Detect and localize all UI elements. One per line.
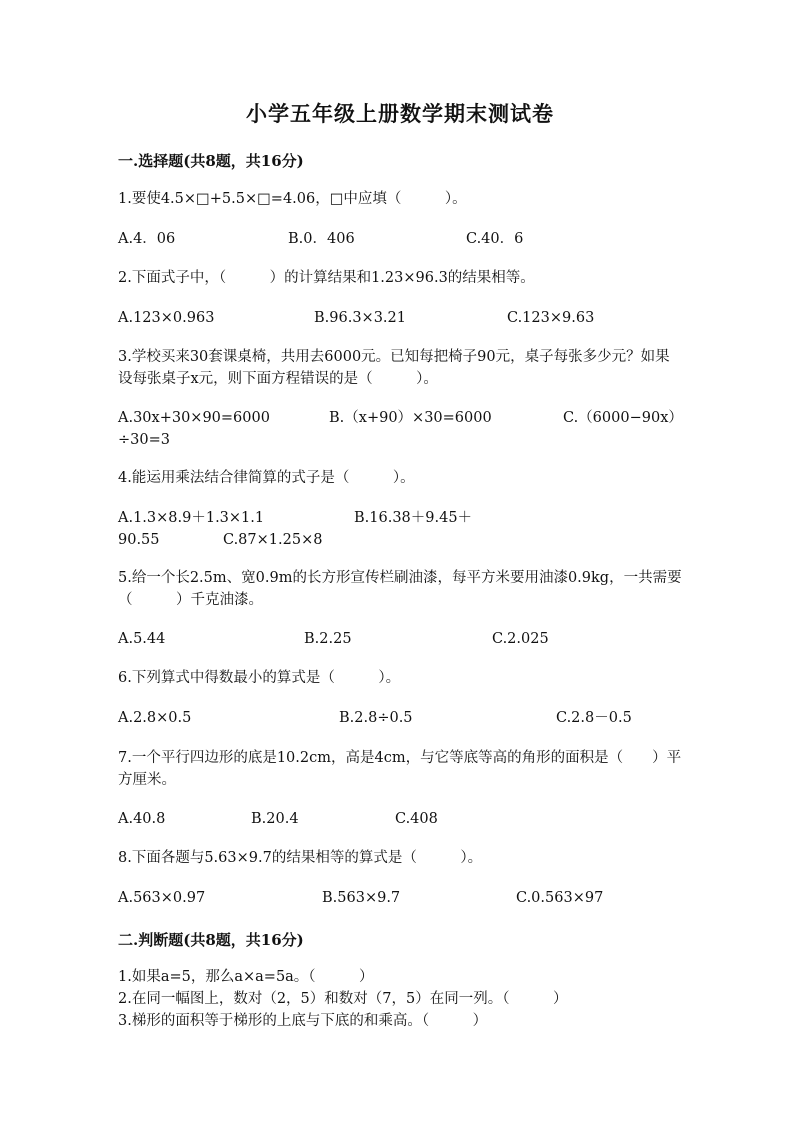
question-1: 1.要使4.5×□+5.5×□=4.06，□中应填（ ）。 <box>118 191 467 207</box>
option-b: B.2.25 <box>304 631 352 647</box>
question-3: 3.学校买来30套课桌椅，共用去6000元。已知每把椅子90元，桌子每张多少元？如果设每张桌子x元，则下面方程错误的是（ ）。 <box>118 349 670 387</box>
option-a: A.123×0.963 <box>118 310 215 326</box>
option-b-continued: 90.55 <box>118 532 160 548</box>
option-c: C.123×9.63 <box>507 310 595 326</box>
option-b: B.0．406 <box>288 231 355 247</box>
judge-item-2: 2.在同一幅图上，数对（2，5）和数对（7，5）在同一列。（ ） <box>118 991 568 1007</box>
section-heading-choice: 一.选择题(共8题，共16分) <box>118 152 304 170</box>
question-2: 2.下面式子中，（ ）的计算结果和1.23×96.3的结果相等。 <box>118 270 535 286</box>
option-a: A.4．06 <box>118 231 176 247</box>
section-heading-judge: 二.判断题(共8题，共16分) <box>118 931 304 949</box>
option-c: C.408 <box>395 811 438 827</box>
option-c: C.（6000−90x） <box>563 410 683 426</box>
question-4: 4.能运用乘法结合律简算的式子是（ ）。 <box>118 470 415 486</box>
question-7: 7.一个平行四边形的底是10.2cm，高是4cm，与它等底等高的角形的面积是（ ）平方厘米。 <box>118 750 682 788</box>
option-c: C.2.8－0.5 <box>556 710 632 726</box>
page-title: 小学五年级上册数学期末测试卷 <box>246 101 554 126</box>
option-b: B.（x+90）×30=6000 <box>329 410 492 426</box>
option-c: C.87×1.25×8 <box>223 532 323 548</box>
question-5: 5.给一个长2.5m、宽0.9m的长方形宣传栏刷油漆，每平方米要用油漆0.9kg，一共需要（ ）千克油漆。 <box>118 570 682 608</box>
option-c: C.0.563×97 <box>516 890 604 906</box>
options-4 <box>118 507 683 551</box>
option-b: B.2.8÷0.5 <box>339 710 413 726</box>
option-c: C.40．6 <box>466 231 524 247</box>
judge-item-3: 3.梯形的面积等于梯形的上底与下底的和乘高。（ ） <box>118 1013 488 1029</box>
question-6: 6.下列算式中得数最小的算式是（ ）。 <box>118 670 401 686</box>
option-c-continued: ÷30=3 <box>118 432 170 448</box>
option-a: A.40.8 <box>118 811 166 827</box>
question-8: 8.下面各题与5.63×9.7的结果相等的算式是（ ）。 <box>118 850 483 866</box>
option-b: B.20.4 <box>251 811 299 827</box>
option-b: B.96.3×3.21 <box>314 310 406 326</box>
option-a: A.1.3×8.9＋1.3×1.1 <box>118 510 265 526</box>
option-b: B.16.38＋9.45＋ <box>354 510 473 526</box>
option-a: A.30x+30×90=6000 <box>118 410 270 426</box>
option-a: A.2.8×0.5 <box>118 710 192 726</box>
option-b: B.563×9.7 <box>322 890 401 906</box>
options-3 <box>118 407 683 451</box>
option-c: C.2.025 <box>492 631 549 647</box>
option-a: A.563×0.97 <box>118 890 206 906</box>
option-a: A.5.44 <box>118 631 166 647</box>
judge-item-1: 1.如果a=5，那么a×a=5a。（ ） <box>118 969 374 985</box>
